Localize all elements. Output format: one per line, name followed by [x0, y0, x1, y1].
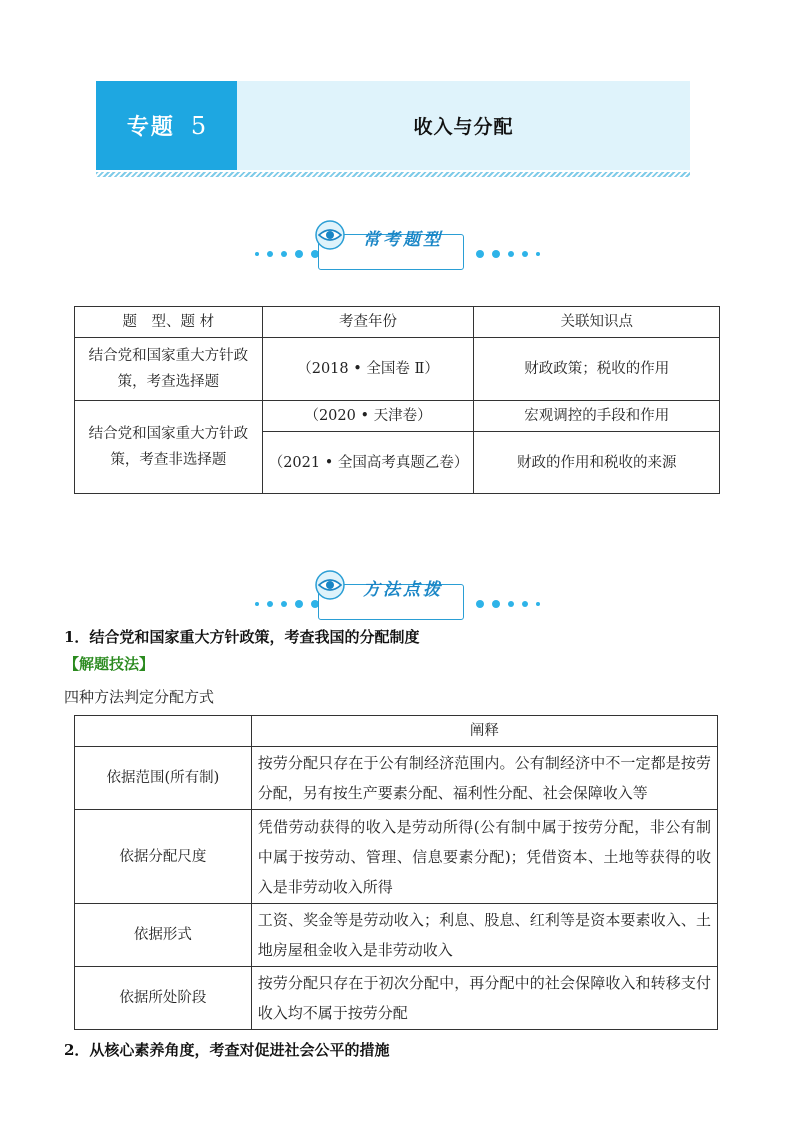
section-heading-method-tips — [255, 570, 540, 620]
table-cell-text: 按劳分配只存在于初次分配中，再分配中的社会保障收入和转移支付收入均不属于按劳分配 — [251, 967, 717, 1030]
topic-badge — [96, 81, 237, 170]
table-row — [75, 904, 718, 967]
page-title: 收入与分配 — [413, 116, 514, 138]
table-cell-text: 工资、奖金等是劳动收入；利息、股息、红利等是资本要素收入、土地房屋租金收入是非劳动收入 — [251, 904, 717, 967]
section-title: 方法点拨 — [363, 579, 443, 600]
table-cell-text: 凭借劳动获得的收入是劳动所得(公有制中属于按劳分配，非公有制中属于按劳动、管理、信息要素分配)；凭借资本、土地等获得的收入是非劳动收入所得 — [251, 810, 717, 904]
decor-dots-left — [255, 600, 319, 608]
table-row — [75, 401, 720, 432]
question-types-table — [74, 306, 720, 494]
table-row — [75, 967, 718, 1030]
table-header-row — [75, 307, 720, 338]
decor-dots-right — [476, 600, 540, 608]
table-cell-type: 结合党和国家重大方针政策，考查非选择题 — [75, 401, 263, 494]
decor-dots-right — [476, 250, 540, 258]
item1-intro: 四种方法判定分配方式 — [64, 688, 215, 706]
section-heading-common-types — [255, 220, 540, 270]
table-cell-year: （2021 • 全国高考真题乙卷） — [262, 432, 474, 494]
table-cell-label: 依据形式 — [75, 904, 252, 967]
eye-icon — [313, 220, 347, 250]
table-cell-label: 依据所处阶段 — [75, 967, 252, 1030]
table-cell-point: 财政的作用和税收的来源 — [474, 432, 720, 494]
topic-label: 专题 — [126, 115, 175, 140]
table-row — [75, 747, 718, 810]
table-header-row — [75, 716, 718, 747]
table-cell-point: 宏观调控的手段和作用 — [474, 401, 720, 432]
table-cell-point: 财政政策；税收的作用 — [474, 338, 720, 401]
table-header-cell — [75, 716, 252, 747]
item2-heading: 2．从核心素养角度，考查对促进社会公平的措施 — [64, 1041, 390, 1059]
table-cell-year: （2018 • 全国卷 Ⅱ） — [262, 338, 474, 401]
table-header-cell: 题 型、题 材 — [75, 307, 263, 338]
table-cell-label: 依据范围(所有制) — [75, 747, 252, 810]
eye-icon — [313, 570, 347, 600]
table-cell-text: 按劳分配只存在于公有制经济范围内。公有制经济中不一定都是按劳分配，另有按生产要素分配、福利性分配、社会保障收入等 — [251, 747, 717, 810]
table-cell-label: 依据分配尺度 — [75, 810, 252, 904]
table-cell-type: 结合党和国家重大方针政策，考查选择题 — [75, 338, 263, 401]
topic-number: 5 — [190, 111, 207, 140]
table-row — [75, 338, 720, 401]
table-header-cell: 考查年份 — [262, 307, 474, 338]
table-cell-year: （2020 • 天津卷） — [262, 401, 474, 432]
item1-heading: 1．结合党和国家重大方针政策，考查我国的分配制度 — [64, 628, 420, 646]
table-row — [75, 810, 718, 904]
table-header-cell: 关联知识点 — [474, 307, 720, 338]
distribution-methods-table — [74, 715, 718, 1030]
table-header-cell: 阐释 — [251, 716, 717, 747]
decor-dots-left — [255, 250, 319, 258]
header-stripe — [96, 172, 690, 177]
section-title: 常考题型 — [363, 229, 443, 250]
solving-technique-tag: 【解题技法】 — [64, 655, 155, 673]
